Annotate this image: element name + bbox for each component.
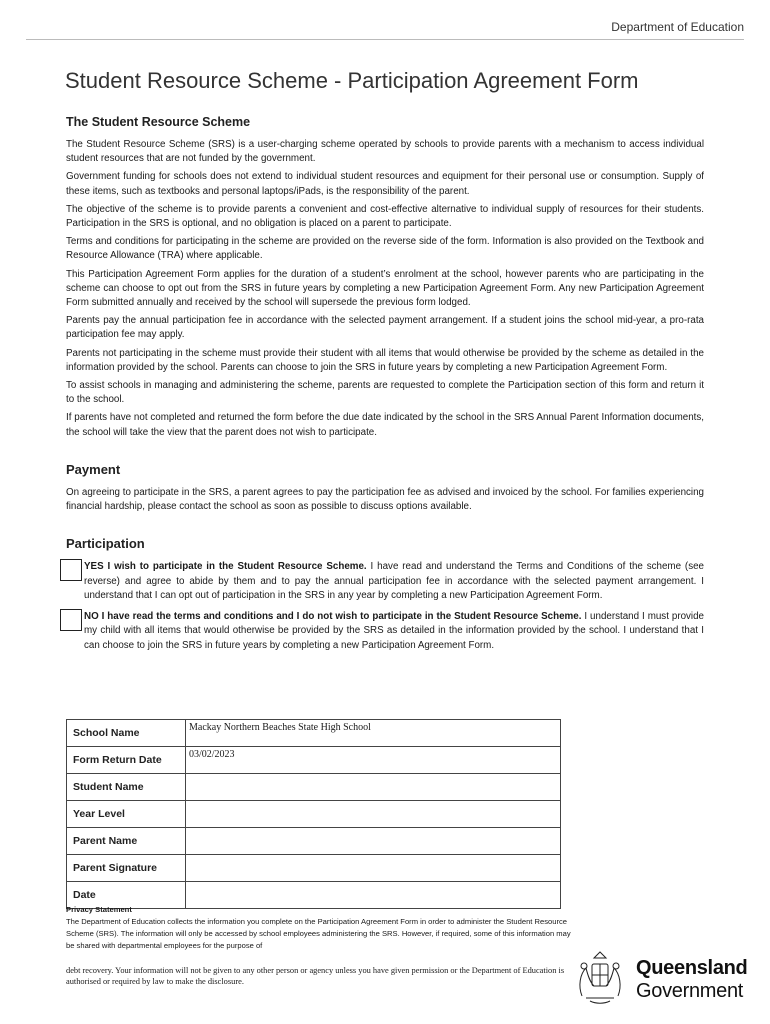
main-content — [66, 115, 704, 659]
privacy-statement — [66, 904, 571, 952]
srs-paragraph: This Participation Agreement Form applies for the duration of a student’s enrolment at the school, however parents who are participating in the scheme can choose to opt out from the SRS in future years by completing a new Participation Agreement Form. Any new Participation Agreement Form submitted annually and received by the school will supersede the previous form lodged. — [66, 268, 704, 309]
yes-checkbox[interactable] — [60, 559, 82, 581]
no-checkbox[interactable] — [60, 609, 82, 631]
payment-heading: Payment — [66, 461, 121, 477]
srs-paragraph: Parents pay the annual participation fee in accordance with the selected payment arrangement. If a student joins the school mid-year, a pro-rata participation fee may apply. — [66, 315, 704, 341]
srs-paragraph: To assist schools in managing and administering the scheme, parents are requested to complete the Participation section of this form and return it to the school. — [66, 380, 704, 406]
yes-lead-text: YES I wish to participate in the Student Resource Scheme. — [84, 561, 367, 573]
parent-signature-field[interactable] — [186, 855, 561, 882]
table-row — [67, 774, 561, 801]
table-row — [67, 801, 561, 828]
page-title: Student Resource Scheme - Participation Agreement Form — [65, 68, 639, 93]
srs-heading: The Student Resource Scheme — [66, 115, 251, 129]
form-return-date-label: Form Return Date — [67, 747, 186, 774]
logo-government-text: Government — [636, 980, 744, 1002]
form-return-date-field[interactable]: 03/02/2023 — [186, 747, 561, 774]
date-label: Date — [67, 882, 186, 909]
student-name-field[interactable] — [186, 774, 561, 801]
payment-text: On agreeing to participate in the SRS, a parent agrees to pay the participation fee as advised and invoiced by the school. For families experiencing financial hardship, please contact the school as soon as possible to discuss options available. — [66, 486, 704, 513]
srs-paragraph: Government funding for schools does not extend to individual student resources and equipment for their personal use or consumption. Supply of these items, such as textbooks and personal laptops/iPads, is the responsibility of the parent. — [66, 171, 704, 197]
privacy-continued-text: debt recovery. Your information will not be given to any other person or agency unless you have given permission or the Department of Education is authorised or required by law to make the disclosure. — [66, 966, 565, 986]
table-row — [67, 720, 561, 747]
year-level-label: Year Level — [67, 801, 186, 828]
year-level-field[interactable] — [186, 801, 561, 828]
school-name-field[interactable]: Mackay Northern Beaches State High School — [186, 720, 561, 747]
participation-heading: Participation — [66, 536, 145, 552]
participation-yes-option — [66, 560, 704, 604]
no-detail-text: I understand I must provide my child with all items that would otherwise be provided by the SRS as detailed in the information provided by the school. I understand that I can choose to join the SRS in future years by completing a new Participation Agreement Form. — [84, 610, 704, 651]
yes-detail-text: I have read and understand the Terms and Conditions of the scheme (see reverse) and agree to abide by them and to pay the annual participation fee in accordance with the selected payment arrangement. I understand that I can opt out of participation in the SRS in any year by completing a new Participation Agreement Form. — [84, 561, 704, 602]
privacy-heading: Privacy Statement — [66, 905, 132, 914]
privacy-text: The Department of Education collects the information you complete on the Participation Agreement Form in order to administer the Student Resource Scheme (SRS). The information will only be accessed by school employees administering the SRS. However, if required, some of this information may be shared with departmental employees for the purpose of — [66, 917, 571, 950]
participation-form-table — [66, 719, 561, 909]
parent-name-label: Parent Name — [67, 828, 186, 855]
srs-paragraph: If parents have not completed and returned the form before the due date indicated by the school in the SRS Annual Parent Information documents, the school will take the view that the parent does not wish to participate. — [66, 412, 704, 438]
srs-paragraph: The Student Resource Scheme (SRS) is a user-charging scheme operated by schools to provide parents with a mechanism to access individual student resources that are not funded by the government. — [66, 139, 704, 165]
school-name-label: School Name — [67, 720, 186, 747]
no-lead-text: NO I have read the terms and conditions and I do not wish to participate in the Student Resource Scheme. — [84, 610, 582, 622]
table-row — [67, 855, 561, 882]
srs-paragraph: The objective of the scheme is to provide parents a convenient and cost-effective alternative to individual supply of resources for their students. Participation in the SRS is optional, and no obligation is placed on a parent to participate. — [66, 203, 704, 230]
parent-name-field[interactable] — [186, 828, 561, 855]
srs-paragraph: Parents not participating in the scheme must provide their student with all items that would otherwise be provided by the scheme as detailed in the information provided by the school. Parents can choose to join the SRS in future years by completing a new Participation Agreement Form. — [66, 347, 704, 373]
student-name-label: Student Name — [67, 774, 186, 801]
logo-queensland-text: Queensland — [636, 957, 748, 979]
department-header: Department of Education — [611, 20, 744, 34]
header-divider — [26, 39, 744, 40]
parent-signature-label: Parent Signature — [67, 855, 186, 882]
participation-no-option — [66, 610, 704, 654]
table-row — [67, 828, 561, 855]
srs-paragraph: Terms and conditions for participating in the scheme are provided on the reverse side of the form. Information is also provided on the Textbook and Resource Allowance (TRA) where applicable. — [66, 236, 704, 262]
table-row — [67, 747, 561, 774]
